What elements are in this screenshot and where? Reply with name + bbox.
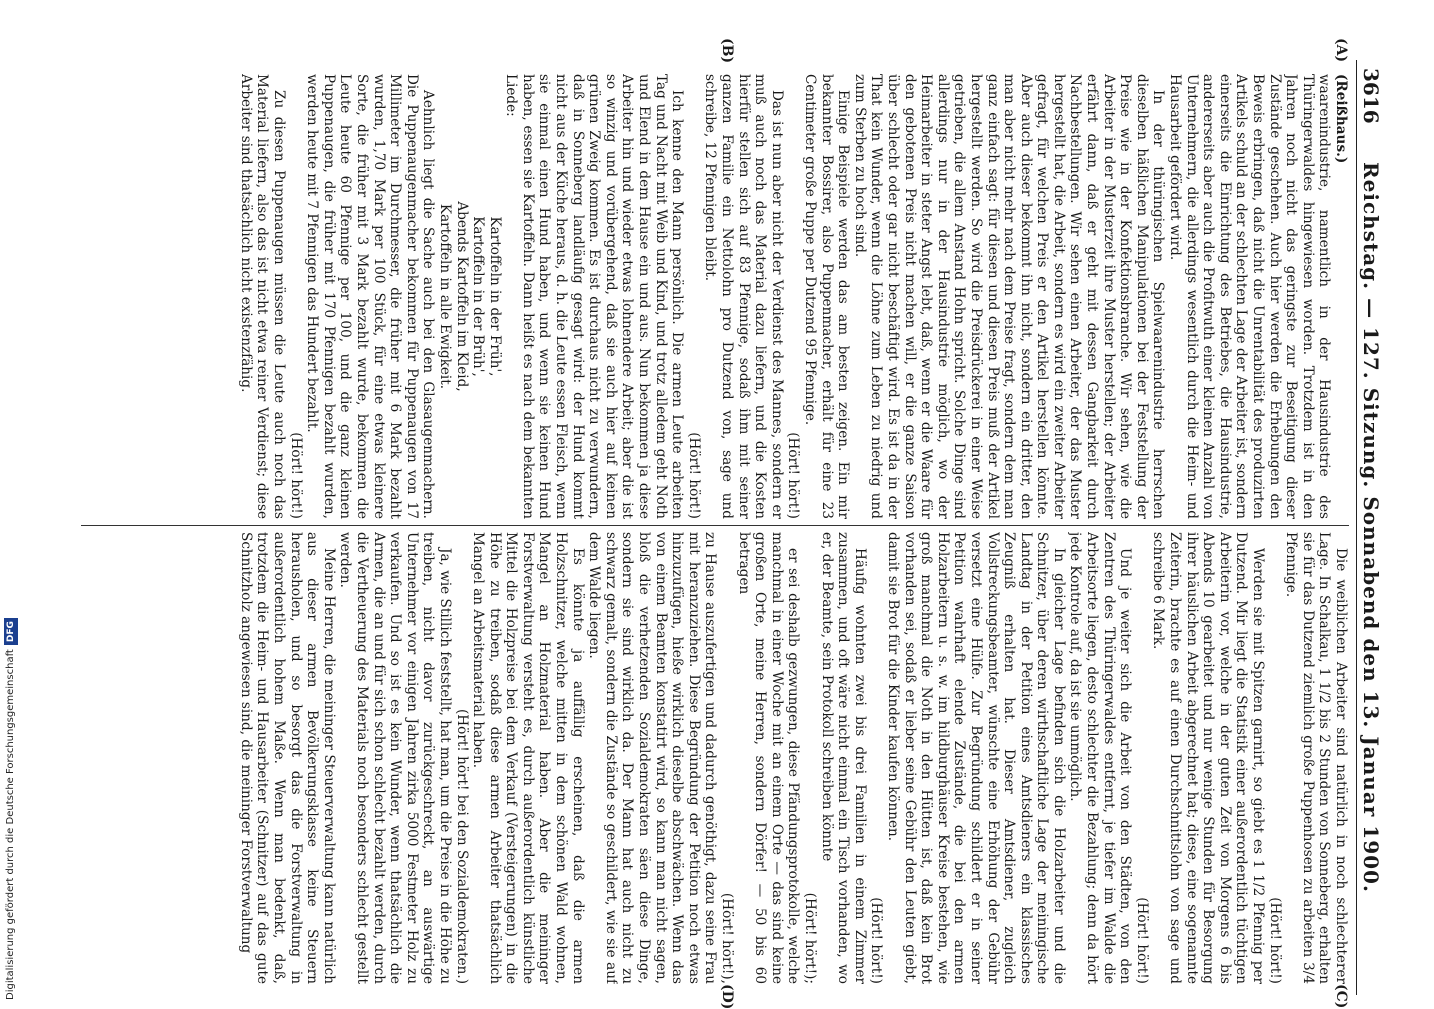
paragraph: Häufig wohnten zwei bis drei Familien in einem Zimmer zusammen, und oft wäre nicht einmal ein Tisch vorhanden, wo er, der Beamte, sein Protokoll schreiben könnte [818, 532, 868, 984]
verse-line: Kartoffeln in der Brüh', [470, 216, 487, 377]
paragraph: In gleicher Lage befinden sich die Holzarbeiter und die Schnitzer, über deren wirthschaftliche Lage der meiningische Landtag in der Petition eines Amtsdieners ein klassisches Zeugniß erhalten hat. Dieser Amtsdiener, zugleich Vollstreckungsbeamter, wünschte eine Erhöhung der Gebühr versetzt eine Hülfe. Zur Begründung schildert er in seiner Petition wahrhaft elende Zustände, die bei den armen Holzarbeitern u. s. w. im hildburghäuser Kreise bestehen, wie groß manchmal die Noth in den Hütten ist, daß kein Brot vorhanden sei, sodaß er lieber seine Gebühr den Leuten giebt, damit sie Brot für die Kinder kaufen können. [884, 532, 1067, 984]
verse-line: Kartoffeln in alle Ewigkeit. [436, 203, 453, 390]
interjection: (Hört! hört!) [1266, 897, 1283, 984]
paragraph: Zu diesen Puppenaugen müssen die Leute auch noch das Material liefern, also das ist nicht etwa reiner Verdienst; diese Arbeiter sind thatsächlich nicht existenzfähig. [237, 74, 287, 519]
paragraph: zu Hause auszufertigen und dadurch genöthigt, dazu seine Frau mit heranzuziehen. Diese Begründung der Petition noch etwas hinzuzufügen, hieße wirklich dieselbe abschwächen. Wenn das von einem Beamten konstatirt wird, so kann man nicht sagen, bloß die verhetzenden Sozialdemokraten säen diese Dinge, sondern sie sind wirklich da. Der Mann hat auch nicht zu schwarz gemalt, sondern die Zustände so geschildert, wie sie auf dem Walde liegen. [586, 532, 719, 984]
speaker-name: (Reißhaus.) [1333, 74, 1349, 164]
interjection: (Hört! hört!) [868, 897, 885, 984]
interjection: (Hört! hört!) [287, 432, 304, 519]
newspaper-page [75, 38, 1385, 1009]
interjection: (Hört! hört!); [802, 892, 818, 984]
paragraph: Einige Beispiele werden das am besten zeigen. Ein mir bekannter Bossirer, also Puppenmacher, erhält für eine 23 Centimeter große Puppe per Dutzend 95 Pfennige. [802, 74, 852, 519]
paragraph: Die weiblichen Arbeiter sind natürlich in noch schlechterer Lage. In Schalkau, 1 1/2 bis 2 Stunden von Sonneberg, erhalten sie für das Dutzend ziemlich große Puppenhosen zu arbeiten 3/4 Pfennige. [1283, 532, 1349, 984]
verse-line: Kartoffeln in der Früh', [486, 216, 503, 377]
digitization-footer [4, 240, 18, 1000]
left-column [79, 74, 1349, 519]
paragraph: er sei deshalb gezwungen, diese Pfändungsprotokolle, welche manchmal in einer Woche mit an einem Orte — das sind keine großen Orte, meine Herren, sondern Dörfer! — 50 bis 60 betragen [735, 532, 802, 984]
interjection: (Hört! hört!), [719, 892, 736, 984]
margin-mark-d: (D) [719, 984, 735, 1009]
paragraph: Aehnlich liegt die Sache auch bei den Glasaugenmachern. Die Puppenaugenmacher bekommen für Puppenaugen von 17 Millimeter im Durchmesser, die früher mit 6 Mark bezahlt wurden, 1,70 Mark per 100 Stück, für eine etwas kleinere Sorte, die früher mit 3 Mark bezahlt wurde, bekommen die Leute heute 60 Pfennige per 100, und die ganz kleinen Puppenaugen, die früher mit 170 Pfennigen bezahlt wurden, werden heute mit 7 Pfennigen das Hundert bezahlt. [304, 74, 437, 519]
interjection: (Hört! hört! bei den Sozialdemokraten.) [453, 708, 470, 984]
page-header [1356, 60, 1385, 995]
right-column [79, 532, 1349, 984]
column-divider [81, 525, 1349, 526]
digitization-credit: Digitalisierung gefördert durch die Deutsche Forschungsgemeinschaft [5, 649, 16, 1000]
interjection: (Hört! hört!) [685, 432, 702, 519]
page-title: Reichstag. — 127. Sitzung. Sonnabend den 13. Januar 1900. [1359, 162, 1383, 893]
paragraph: Ja, wie Stillich feststellt, hat man, um die Preise in die Höhe zu treiben, nicht davor zurückgeschreckt, an auswärtige Unternehmer vor einigen Jahren zirka 5000 Festmeter Holz zu verkaufen. Und so ist es kein Wunder, wenn thatsächlich die Armen, die an und für sich schon schlecht bezahlt werden, durch die Vertheuerung des Materials noch besonders schlecht gestellt werden. [337, 532, 453, 984]
verse-line: Abends Kartoffeln im Kleid, [453, 201, 470, 392]
paragraph: Das ist nun aber nicht der Verdienst des Mannes, sondern er muß auch noch das Material dazu liefern, und die Kosten hierfür stellen sich auf 83 Pfennige, sodaß ihm mit seiner ganzen Familie ein Nettolohn pro Dutzend von, sage und schreibe, 12 Pfennigen bleibt. [702, 74, 785, 519]
dfg-logo: DFG [4, 618, 18, 645]
paragraph: waarenindustrie, namentlich in der Hausindustrie des Thüringerwaldes hingewiesen worden. Trotzdem ist in den Jahren noch nicht das geringste zur Beseitigung dieser Zustände geschehen. Auch hier werden die Erhebungen den Beweis erbringen, daß nicht die Unrentabilität des produzirten Artikels schuld an der schlechten Lage der Arbeiter ist, sondern einerseits die Einrichtung des Betriebes, die Hausindustrie, andererseits aber auch die Profitwuth einer kleinen Anzahl von Unternehmern, die allerdings wesentlich durch die Heim- und Hausarbeit gefördert wird. [1167, 74, 1333, 519]
interjection: (Hört! hört!) [1133, 897, 1150, 984]
paragraph: Meine Herren, die meininger Steuerverwaltung kann natürlich aus dieser armen Bevölkerungsklasse keine Steuern herausholen, und so besorgt das die Forstverwaltung in außerordentlich hohem Maße. Wenn man bedenkt, daß, trotzdem die Heim- und Hausarbeiter (Schnitzer) auf das gute Schnitzholz angewiesen sind, die meininger Forstverwaltung [237, 532, 337, 984]
margin-mark-c: (C) [1333, 984, 1349, 1009]
paragraph: Werden sie mit Spitzen garnirt, so giebt es 1 1/2 Pfennig per Dutzend. Mir liegt die Statistik einer außerordentlich tüchtigen Arbeiterin vor, welche in der guten Zeit von Morgens 6 bis Abends 10 gearbeitet und nur wenige Stunden für Besorgung ihrer häuslichen Arbeit abgerechnet hat; diese, eine sogenannte Zeiterin, brachte es auf einen Durchschnittslohn von sage und schreibe 6 Mark. [1150, 532, 1267, 984]
paragraph: Ich kenne den Mann persönlich. Die armen Leute arbeiten Tag und Nacht mit Weib und Kind, und trotz alledem geht Noth und Elend in dem Hause ein und aus. Nun bekommen ja diese Arbeiter hin und wieder etwas lohnendere Arbeit; aber die ist so winzig und vorübergehend, daß sie auch hier auf keinen grünen Zweig kommen. Es ist durchaus nicht zu verwundern, daß in Sonneberg landläufig gesagt wird: der Hund kommt nicht aus der Küche heraus, d. h. die Leute essen Fleisch, wenn sie einmal einen Hund haben, und wenn sie keinen Hund haben, essen sie Kartoffeln. Dann heißt es nach dem bekannten Liede: [503, 74, 686, 519]
margin-mark-a: (A) [1333, 38, 1349, 63]
margin-mark-b: (B) [719, 38, 735, 64]
page-number: 3616 [1359, 68, 1383, 124]
paragraph: In der thüringischen Spielwaarenindustrie herrschen dieselben häßlichen Manipulationen bei der Feststellung der Preise wie in der Konfektionsbranche. Wir sehen, wie die Arbeiter in der Musterzeit ihre Muster herstellen; der Arbeiter erfährt dann, daß er geht mit dessen Gangbarkeit durch Nachbestellungen. Wir sehen einen Arbeiter, der das Muster hergestellt hat, die Arbeit, sondern es wird ein zweiter Arbeiter gefragt, für welchen Preis er den Artikel herstellen könnte. Aber auch dieser bekommt ihn nicht, sondern ein dritter, den man aber nicht mehr nach dem Preise fragt, sondern dem man ganz einfach sagt: für diesen und diesen Preis muß der Artikel hergestellt werden. So wird die Preisdrückerei in einer Weise getrieben, die allem Anstand Hohn spricht. Solche Dinge sind allerdings nur in der Hausindustrie möglich, wo der Heimarbeiter in steter Angst lebt, daß, wenn er die Waare für den gebotenen Preis nicht machen will, er die ganze Saison über schlecht oder gar nicht beschäftigt wird. Es ist da in der That kein Wunder, wenn die Löhne zum Leben zu niedrig und zum Sterben zu hoch sind. [851, 74, 1167, 519]
paragraph: Es könnte ja auffällig erscheinen, daß die armen Holzschnitzer, welche mitten in dem schönen Wald wohnen, Mangel an Holzmaterial haben. Aber die meininger Forstverwaltung versteht es, durch außerordentlich künstliche Mittel die Holzpreise bei dem Verkauf (Versteigerungen) in die Höhe zu treiben, sodaß diese armen Arbeiter thatsächlich Mangel an Arbeitsmaterial haben. [470, 532, 586, 984]
paragraph: Und je weiter sich die Arbeit von den Städten, von den Zentren des Thüringerwaldes entfernt, je tiefer im Walde die Arbeitsorte liegen, desto schlechter die Bezahlung; denn da hört jede Kontrole auf, da ist sie unmöglich. [1067, 532, 1134, 984]
interjection: (Hört! hört!) [785, 432, 802, 519]
